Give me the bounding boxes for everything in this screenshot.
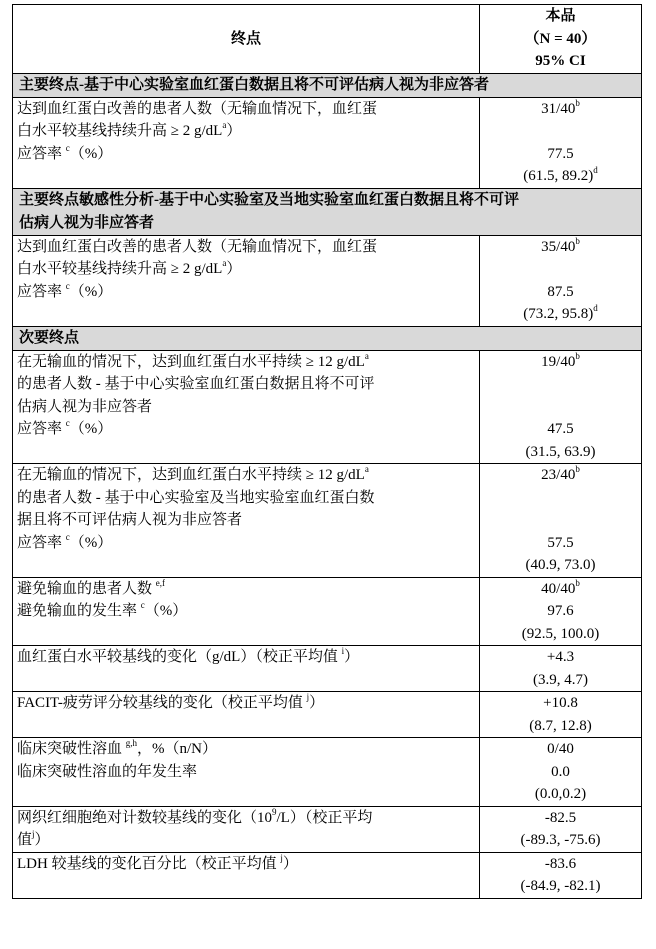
endpoint-cell — [13, 577, 480, 646]
table-row — [13, 806, 642, 852]
endpoint-cell — [13, 97, 480, 188]
footnote-mark: a — [222, 120, 227, 130]
value-line: (3.9, 4.7) — [533, 671, 588, 688]
footnote-mark: c — [65, 142, 70, 153]
section-title-line: 主要终点敏感性分析-基于中心实验室及当地实验室血红蛋白数据且将不可评 — [19, 191, 519, 208]
endpoint-line — [17, 165, 475, 188]
section-title: 主要终点-基于中心实验室血红蛋白数据且将不可评估病人视为非应答者 — [13, 73, 642, 97]
footnote-mark: g,h — [125, 738, 138, 748]
endpoint-line: 白水平较基线持续升高 ≥ 2 $g/dL^a$） — [17, 120, 242, 139]
section-header-row — [13, 326, 642, 350]
footnote-mark: c — [140, 600, 145, 610]
endpoint-line: 达到血红蛋白改善的患者人数（无输血情况下，血红蛋 — [17, 238, 378, 255]
value-line: 0.0 — [551, 763, 570, 780]
header-endpoint: 终点 — [13, 5, 480, 74]
endpoint-line — [17, 715, 475, 738]
value-line: (61.5, 89.2)$^d$ — [523, 165, 598, 184]
endpoint-cell — [13, 350, 480, 464]
footnote-mark: b — [575, 235, 580, 246]
value-cell — [480, 350, 642, 464]
footnote-mark: i — [341, 646, 345, 656]
footnote-mark: b — [575, 577, 580, 588]
footnote-mark: a — [364, 350, 369, 361]
value-line: -82.5 — [544, 809, 577, 826]
endpoint-line: FACIT-疲劳评分较基线的变化（校正平均值 $^j$） — [17, 692, 325, 711]
value-line: 31/40$^b$ — [541, 97, 580, 117]
value-line: (73.2, 95.8)$^d$ — [523, 303, 598, 322]
endpoint-line: LDH 较基线的变化百分比（校正平均值 $^j$） — [17, 852, 298, 872]
endpoint-line: 值$^j$） — [17, 829, 50, 848]
table-row — [13, 852, 642, 898]
footnote-mark: e,f — [155, 577, 166, 588]
footnote-mark: c — [65, 418, 70, 428]
value-line: +4.3 — [546, 649, 575, 665]
endpoint-line: 临床突破性溶血的年发生率 — [17, 763, 198, 780]
value-line: 47.5 — [547, 421, 574, 437]
value-line — [484, 120, 637, 143]
endpoint-line: 避免输血的患者人数 $^{e,f}$ — [17, 577, 166, 597]
value-cell — [480, 577, 642, 646]
endpoint-line — [17, 875, 475, 898]
value-line — [484, 509, 637, 532]
value-line: (40.9, 73.0) — [525, 557, 596, 573]
value-line: 0/40 — [547, 741, 574, 757]
value-cell — [480, 97, 642, 188]
value-cell — [480, 852, 642, 898]
value-line: 40/40$^b$ — [541, 577, 580, 597]
endpoint-line — [17, 623, 475, 646]
endpoint-line: 应答率 $^c$（%） — [17, 531, 113, 551]
footnote-mark: b — [575, 464, 580, 474]
endpoint-line: 临床突破性溶血 $^{g,h}$，%（n/N） — [17, 738, 218, 757]
endpoint-line: 应答率 $^c$（%） — [17, 142, 113, 162]
value-line: (-84.9, -82.1) — [520, 878, 601, 894]
value-line: (-89.3, -75.6) — [520, 832, 601, 848]
value-line — [484, 487, 637, 510]
value-line: -83.6 — [544, 855, 577, 872]
endpoint-cell — [13, 464, 480, 578]
endpoint-line: 在无输血的情况下，达到血红蛋白水平持续 ≥ 12 $g/dL^a$ — [17, 350, 369, 370]
footnote-mark: a — [222, 258, 227, 268]
value-line — [484, 258, 637, 281]
table-row — [13, 235, 642, 326]
footnote-mark: b — [575, 350, 580, 361]
value-cell — [480, 692, 642, 738]
value-line: (92.5, 100.0) — [521, 625, 600, 642]
value-cell — [480, 235, 642, 326]
table-row — [13, 350, 642, 464]
table-row — [13, 738, 642, 807]
endpoint-line: 应答率 $^c$（%） — [17, 280, 113, 300]
footnote-mark: d — [593, 303, 598, 313]
value-cell — [480, 738, 642, 807]
endpoint-line — [17, 554, 475, 577]
value-cell — [480, 646, 642, 692]
section-header-row — [13, 188, 642, 235]
header-product — [480, 5, 642, 74]
value-line: 57.5 — [547, 534, 574, 551]
endpoint-line: 网织红细胞绝对计数较基线的变化$(10^9/L)$（校正平均 — [17, 806, 373, 826]
endpoint-line — [17, 783, 475, 806]
endpoint-line: 的患者人数 - 基于中心实验室及当地实验室血红蛋白数 — [17, 489, 375, 506]
endpoint-cell — [13, 738, 480, 807]
endpoint-line: 在无输血的情况下，达到血红蛋白水平持续 ≥ 12 $g/dL^a$ — [17, 464, 369, 483]
endpoint-line: 应答率 $^c$（%） — [17, 418, 113, 437]
footnote-mark: b — [575, 97, 580, 108]
endpoint-line — [17, 441, 475, 464]
footnote-mark: d — [593, 165, 598, 175]
endpoint-cell — [13, 806, 480, 852]
value-line: 35/40$^b$ — [541, 235, 580, 255]
value-line: 23/40$^b$ — [541, 464, 580, 483]
table-row — [13, 97, 642, 188]
section-title-line: 估病人视为非应答者 — [19, 214, 155, 231]
endpoint-line — [17, 669, 475, 692]
header-product-line: （N = 40） — [524, 30, 597, 47]
endpoint-cell — [13, 235, 480, 326]
value-line: 97.6 — [547, 603, 574, 619]
footnote-mark: j — [32, 829, 35, 839]
value-cell — [480, 464, 642, 578]
table-row — [13, 577, 642, 646]
endpoint-line: 据且将不可评估病人视为非应答者 — [17, 512, 243, 528]
footnote-mark: j — [306, 692, 310, 702]
value-line: 87.5 — [547, 283, 574, 300]
header-product-line: 95% CI — [535, 53, 586, 69]
header-product-line: 本品 — [545, 8, 576, 24]
table-row — [13, 692, 642, 738]
footnote-mark: 9 — [272, 806, 277, 817]
value-line: +10.8 — [543, 695, 578, 711]
endpoint-cell — [13, 646, 480, 692]
footnote-mark: c — [65, 531, 70, 542]
endpoint-line: 白水平较基线持续升高 ≥ 2 $g/dL^a$） — [17, 258, 242, 277]
endpoint-cell — [13, 852, 480, 898]
section-title — [13, 188, 642, 235]
endpoint-line: 达到血红蛋白改善的患者人数（无输血情况下，血红蛋 — [17, 100, 378, 117]
table-row — [13, 646, 642, 692]
header-row — [13, 5, 642, 74]
value-line — [484, 396, 637, 419]
endpoint-line: 避免输血的发生率 $^c$（%） — [17, 600, 188, 619]
footnote-mark: j — [280, 852, 283, 863]
value-line: (31.5, 63.9) — [525, 443, 596, 460]
value-cell — [480, 806, 642, 852]
footnote-mark: c — [65, 280, 70, 291]
endpoint-line: 血红蛋白水平较基线的变化（g/dL）（校正平均值 $^i$） — [17, 646, 360, 665]
value-line: (8.7, 12.8) — [529, 717, 592, 734]
value-line: 77.5 — [547, 145, 574, 162]
endpoint-line: 估病人视为非应答者 — [17, 398, 153, 415]
value-line — [484, 373, 637, 396]
section-header-row — [13, 73, 642, 97]
efficacy-table — [12, 4, 642, 899]
endpoint-line — [17, 303, 475, 326]
table-row — [13, 464, 642, 578]
table-body — [13, 5, 642, 899]
endpoint-cell — [13, 692, 480, 738]
value-line: 19/40$^b$ — [541, 350, 580, 370]
endpoint-line: 的患者人数 - 基于中心实验室血红蛋白数据且将不可评 — [17, 376, 375, 392]
footnote-mark: a — [364, 464, 369, 474]
value-line: (0.0,0.2) — [534, 786, 587, 802]
section-title: 次要终点 — [13, 326, 642, 350]
